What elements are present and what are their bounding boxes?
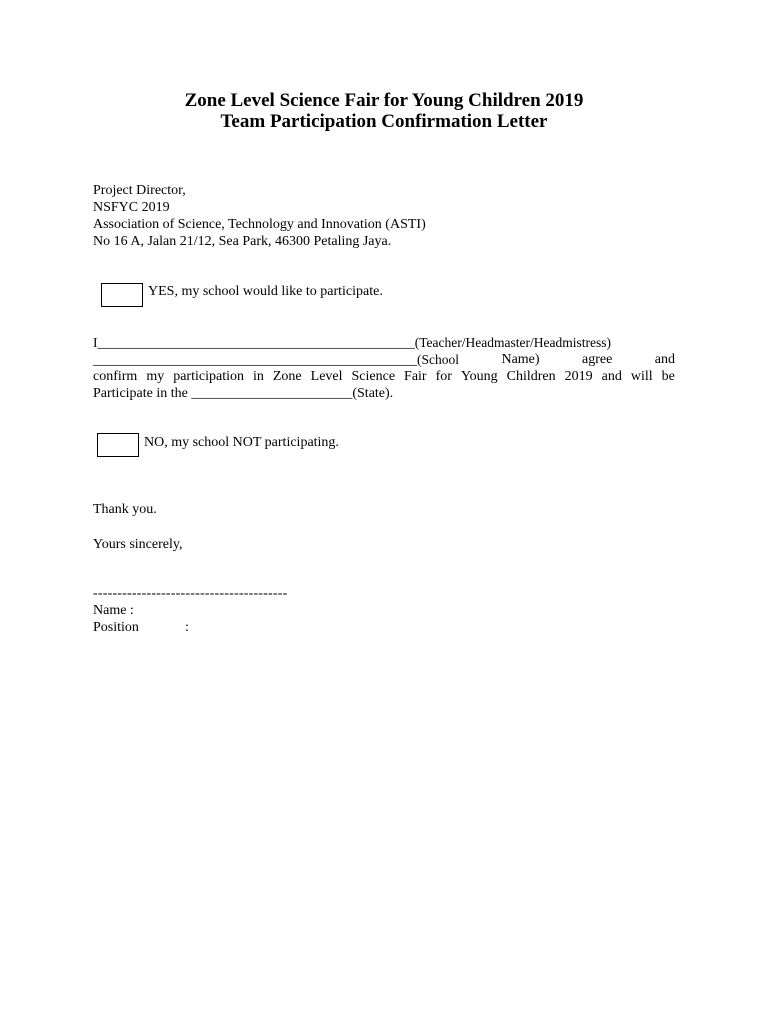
signature-line: ---------------------------------------- <box>93 586 288 601</box>
word: will <box>630 369 653 384</box>
confirmation-line-1: I_______________________________________________(Teacher/Headmaster/Headmistress) <box>93 335 611 350</box>
word: Fair <box>404 369 427 384</box>
no-label: NO, my school NOT participating. <box>144 435 339 450</box>
word: and <box>601 369 622 384</box>
position-label: Position <box>93 620 139 635</box>
confirmation-line-3 <box>93 368 675 385</box>
word: participation <box>173 369 244 384</box>
no-checkbox[interactable] <box>97 433 139 457</box>
word: confirm <box>93 369 138 384</box>
title-line-2: Team Participation Confirmation Letter <box>220 111 548 132</box>
word: be <box>661 369 675 384</box>
yes-checkbox[interactable] <box>101 283 143 307</box>
word: my <box>146 369 165 384</box>
word: Young <box>460 369 498 384</box>
address-line-2: NSFYC 2019 <box>93 200 170 215</box>
name-label: Name : <box>93 603 134 618</box>
position-colon: : <box>185 620 189 635</box>
word: in <box>252 369 264 384</box>
word: and <box>654 352 675 367</box>
word: for <box>435 369 452 384</box>
word: Zone <box>272 369 302 384</box>
yes-label: YES, my school would like to participate. <box>148 284 383 299</box>
sign-off: Yours sincerely, <box>93 537 183 552</box>
confirmation-line-2 <box>93 351 675 368</box>
word: Name) <box>501 352 540 367</box>
word: Level <box>310 369 343 384</box>
address-line-4: No 16 A, Jalan 21/12, Sea Park, 46300 Petaling Jaya. <box>93 234 392 249</box>
word: Children <box>506 369 556 384</box>
word: agree <box>582 352 613 367</box>
confirmation-line-4: Participate in the _______________________(State). <box>93 386 394 401</box>
address-line-1: Project Director, <box>93 183 186 198</box>
school-name-blank: ________________________________________________(School <box>93 352 459 367</box>
word: 2019 <box>564 369 593 384</box>
word: Science <box>351 369 396 384</box>
thank-you: Thank you. <box>93 502 157 517</box>
title-line-1: Zone Level Science Fair for Young Children 2019 <box>184 90 584 111</box>
address-line-3: Association of Science, Technology and Innovation (ASTI) <box>93 217 426 232</box>
